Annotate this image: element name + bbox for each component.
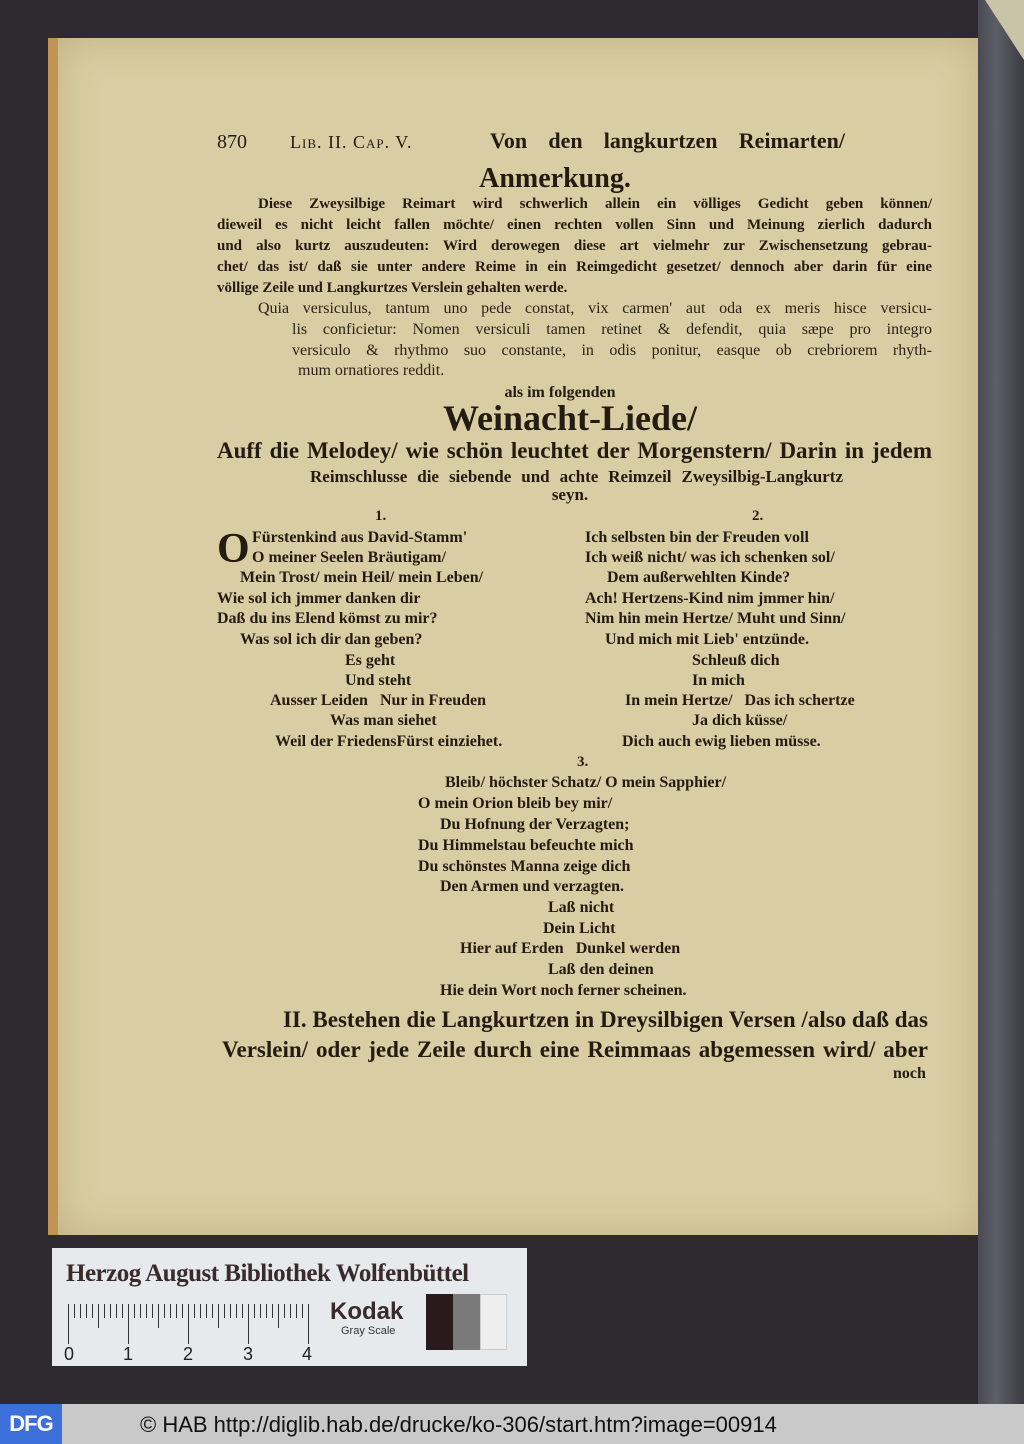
latin-line: Quia versiculus, tantum uno pede constat, vix carmen' aut oda ex meris hisce versicu- — [258, 300, 932, 317]
paragraph-line: Diese Zweysilbige Reimart wird schwerlich allein ein völliges Gedicht geben können/ — [258, 196, 932, 212]
song-subtitle: Reimschlusse die siebende und achte Reimzeil Zweysilbig-Langkurtz — [310, 467, 843, 486]
paragraph-line: dieweil es nicht leicht fallen möchte/ einen rechten vollen Sinn und Meinung zierlich dadurch — [217, 217, 932, 233]
footer-bar — [0, 1404, 1024, 1444]
ruler-number: 1 — [123, 1344, 134, 1364]
paragraph-line: und also kurtz auszudeuten: Wird derowegen diese art vielmehr zur Zwischensetzung gebrau- — [217, 238, 932, 254]
verse-line: Ausser Leiden Nur in Freuden — [270, 692, 487, 709]
verse-line: Mein Trost/ mein Heil/ mein Leben/ — [240, 569, 484, 586]
verse-line: Du Himmelstau befeuchte mich — [418, 837, 634, 854]
verse-line: Weil der FriedensFürst einziehet. — [275, 733, 503, 750]
verse-line: Hie dein Wort noch ferner scheinen. — [440, 982, 687, 999]
stanza-number: 1. — [375, 508, 387, 524]
verse-line: Dem außerwehlten Kinde? — [607, 569, 791, 586]
song-subtitle: Auff die Melodey/ wie schön leuchtet der Morgenstern/ Darin in jedem — [217, 438, 932, 463]
verse-line: O mein Orion bleib bey mir/ — [418, 795, 613, 812]
verse-line: Laß nicht — [548, 899, 615, 916]
verse-line: Ach! Hertzens-Kind nim jmmer hin/ — [585, 590, 835, 607]
stanza-number: 3. — [577, 754, 589, 770]
verse-line: Daß du ins Elend kömst zu mir? — [217, 610, 438, 627]
copyright-link[interactable]: © HAB http://diglib.hab.de/drucke/ko-306/start.htm?image=00914 — [140, 1412, 777, 1437]
stanza-number: 2. — [752, 508, 764, 524]
ruler — [68, 1304, 308, 1344]
verse-line: Dich auch ewig lieben müsse. — [622, 733, 821, 750]
verse-line: Dein Licht — [543, 920, 616, 937]
paragraph-line: völlige Zeile und Langkurtzes Verslein gehalten werde. — [217, 280, 568, 296]
verse-line: In mich — [692, 672, 745, 689]
verse-line: Schleuß dich — [692, 652, 780, 669]
verse-line: Nim hin mein Hertze/ Muht und Sinn/ — [585, 610, 846, 627]
verse-line: Ja dich küsse/ — [692, 712, 788, 729]
verse-line: O meiner Seelen Bräutigam/ — [252, 549, 446, 566]
paragraph-line: chet/ das ist/ daß sie unter andere Reime in ein Reimgedicht gesetzet/ dennoch aber darin für eine — [217, 259, 932, 275]
verse-line: Wie sol ich jmmer danken dir — [217, 590, 421, 607]
verse-line: Und steht — [345, 672, 412, 689]
closing-line: Verslein/ oder jede Zeile durch eine Reimmaas abgemessen wird/ aber — [222, 1037, 928, 1062]
library-name: Herzog August Bibliothek Wolfenbüttel — [66, 1260, 469, 1287]
verse-line: Ich selbsten bin der Freuden voll — [585, 529, 809, 546]
verse-line: Fürstenkind aus David-Stamm' — [252, 529, 468, 546]
song-intro: als im folgenden — [504, 384, 616, 401]
catchword: noch — [893, 1065, 926, 1082]
verse-line: Du schönstes Manna zeige dich — [418, 858, 631, 875]
verse-line: Bleib/ höchster Schatz/ O mein Sapphier/ — [445, 774, 727, 791]
latin-line: mum ornatiores reddit. — [298, 362, 445, 379]
dfg-logo: DFG — [0, 1404, 62, 1444]
ruler-number: 0 — [64, 1344, 75, 1364]
song-subtitle: seyn. — [551, 485, 589, 504]
page-number: 870 — [217, 131, 247, 153]
gray-patch-white — [480, 1294, 507, 1350]
verse-line: Laß den deinen — [548, 961, 654, 978]
running-head-section: Lib. II. Cap. V. — [290, 132, 413, 152]
verse-line: Den Armen und verzagten. — [440, 878, 624, 895]
song-title: Weinacht-Liede/ — [443, 398, 697, 438]
gray-scale-label: Gray Scale — [341, 1325, 396, 1337]
kodak-logo: Kodak — [330, 1298, 404, 1325]
library-color-card — [52, 1248, 527, 1366]
ruler-number: 3 — [243, 1344, 254, 1364]
verse-line: Du Hofnung der Verzagten; — [440, 816, 630, 833]
gray-patch-mid — [453, 1294, 480, 1350]
verse-line: In mein Hertze/ Das ich schertze — [625, 692, 855, 709]
scan-background-edge — [978, 0, 1024, 1404]
closing-line: II. Bestehen die Langkurtzen in Dreysilbigen Versen /also daß das — [283, 1007, 928, 1032]
running-head-title: Von den langkurtzen Reimarten/ — [490, 128, 845, 153]
verse-line: Was man siehet — [330, 712, 437, 729]
verse-line: Und mich mit Lieb' entzünde. — [605, 631, 810, 648]
ruler-number: 2 — [183, 1344, 194, 1364]
drop-cap: O — [217, 526, 250, 572]
section-heading: Anmerkung. — [479, 163, 631, 194]
ruler-number: 4 — [302, 1344, 313, 1364]
verse-line: Es geht — [345, 652, 396, 669]
verse-line: Was sol ich dir dan geben? — [240, 631, 423, 648]
verse-line: Hier auf Erden Dunkel werden — [460, 940, 681, 957]
verse-line: Ich weiß nicht/ was ich schenken sol/ — [585, 549, 835, 566]
latin-line: lis conficietur: Nomen versiculi tamen retinet & defendit, quia sæpe pro integro — [292, 321, 932, 338]
gray-patch-black — [426, 1294, 453, 1350]
latin-line: versiculo & rhythmo suo constante, in odis ponitur, easque ob crebriorem rhyth- — [292, 342, 932, 359]
